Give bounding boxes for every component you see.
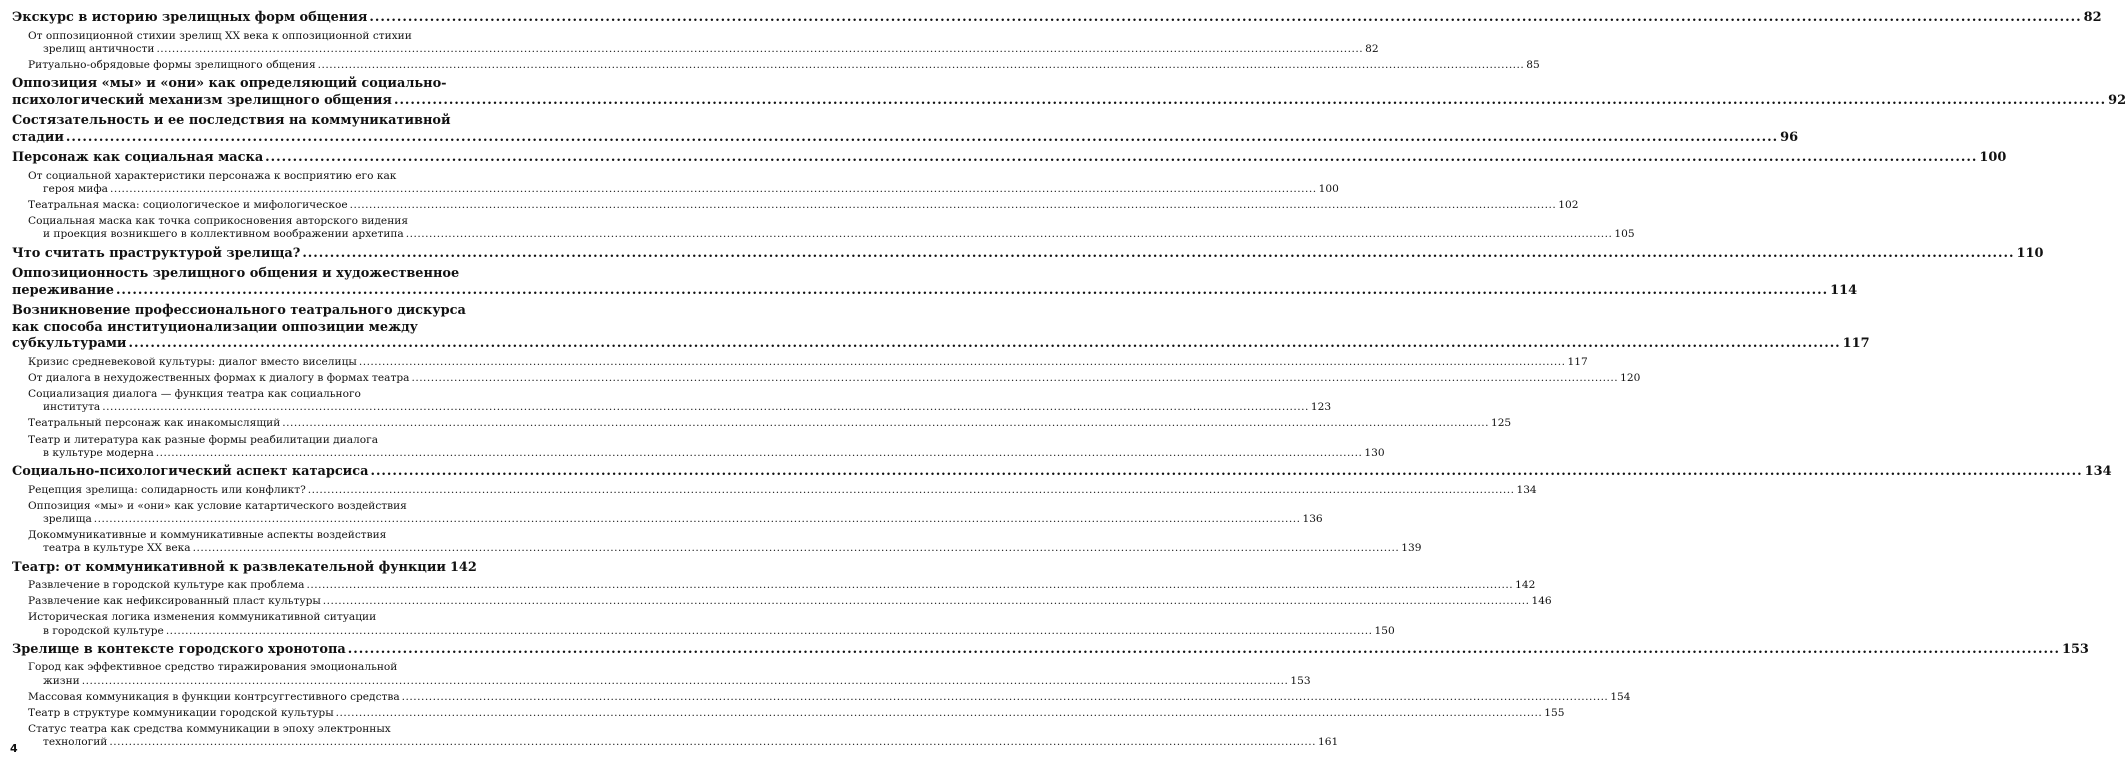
- toc-chapter-entry[interactable]: [12, 76, 2126, 109]
- toc-entry-title-line: Возникновение профессионального театрального дискурса: [12, 303, 466, 319]
- page-number: 4: [10, 742, 18, 755]
- toc-entry-title-line: От оппозиционной стихии зрелищ XX века к оппозиционной стихии: [28, 29, 412, 42]
- toc-entry-title-line: Театральный персонаж как инакомыслящий: [28, 417, 281, 430]
- toc-entry-title-line: технологий: [43, 736, 108, 749]
- dot-leader: [369, 10, 2081, 27]
- toc-section-entry[interactable]: [28, 371, 1641, 385]
- toc-entry-title-line: Социальная маска как точка соприкосновения авторского видения: [28, 215, 409, 228]
- toc-entry-title-line: Что считать праструктурой зрелища?: [12, 245, 301, 261]
- toc-chapter-entry[interactable]: [12, 303, 1870, 353]
- toc-page-number: 161: [1317, 736, 1339, 749]
- toc-entry-title-line: Театр в структуре коммуникации городской культуры: [28, 706, 334, 719]
- toc-section-entry[interactable]: [28, 499, 1323, 526]
- dot-leader: [94, 513, 1301, 526]
- toc-entry-title-line: зрелища: [43, 512, 92, 525]
- toc-entry-title-line: субкультурами: [12, 336, 127, 352]
- toc-section-entry[interactable]: [28, 529, 1422, 555]
- toc-page-number: 92: [2108, 92, 2126, 108]
- toc-entry-title-line: Развлечение в городской культуре как проблема: [28, 579, 305, 592]
- toc-chapter-entry[interactable]: [12, 641, 2089, 659]
- dot-leader: [102, 401, 1309, 414]
- toc-entry-title-line: героя мифа: [43, 182, 108, 195]
- toc-page-number: 136: [1302, 512, 1323, 525]
- toc-page-number: 102: [1558, 199, 1579, 212]
- toc-entry-title-line: Социализация диалога — функция театра как социального: [28, 388, 361, 401]
- toc-chapter-entry[interactable]: [12, 150, 2007, 167]
- dot-leader: [109, 736, 1316, 749]
- toc-entry-title-line: переживание: [12, 282, 114, 298]
- toc-section-entry[interactable]: [28, 723, 1339, 749]
- toc-entry-title-line: От социальной характеристики персонажа к восприятию его как: [28, 169, 397, 182]
- toc-chapter-entry[interactable]: [12, 113, 1799, 146]
- toc-page-number: 139: [1401, 542, 1422, 555]
- toc-page-number: 100: [1318, 182, 1339, 195]
- toc-page-number: 154: [1610, 690, 1631, 703]
- toc-entry-title-line: Ритуально-обрядовые формы зрелищного общения: [28, 58, 316, 71]
- toc-page-number: 96: [1780, 129, 1799, 145]
- toc-chapter-entry[interactable]: [12, 266, 1858, 299]
- toc-entry-title-line: института: [43, 401, 101, 414]
- dot-leader: [156, 447, 1363, 460]
- toc-entry-title-line: Развлечение как нефиксированный пласт культуры: [28, 595, 321, 608]
- toc-entry-title-line: Докоммуникативные и коммуникативные аспекты воздействия: [28, 529, 387, 542]
- toc-entry-title-line: Историческая логика изменения коммуникативной ситуации: [28, 611, 377, 624]
- toc-entry-title-line: Социально-психологический аспект катарсиса: [12, 464, 369, 480]
- dot-leader: [166, 625, 1373, 638]
- toc-page-number: 155: [1544, 706, 1565, 719]
- toc-section-entry[interactable]: [28, 215, 1635, 241]
- toc-section-entry[interactable]: [28, 595, 1552, 608]
- toc-page-number: 153: [2061, 641, 2089, 657]
- toc-entry-title-line: От диалога в нехудожественных формах к диалогу в формах театра: [28, 371, 410, 384]
- toc-section-entry[interactable]: [28, 355, 1588, 369]
- dot-leader: [359, 356, 1566, 369]
- dot-leader: [66, 130, 1778, 147]
- dot-leader: [308, 484, 1515, 497]
- toc-section-entry[interactable]: [28, 661, 1311, 687]
- toc-page-number: 134: [1516, 483, 1537, 496]
- dot-leader: [265, 150, 1977, 167]
- toc-chapter-entry[interactable]: [12, 245, 2044, 263]
- toc-entry-title-line: зрелищ античности: [43, 42, 155, 55]
- toc-entry-title-line: Город как эффективное средство тиражирования эмоциональной: [28, 661, 398, 674]
- toc-entry-title-line: Театральная маска: социологическое и мифологическое: [28, 199, 348, 212]
- dot-leader: [370, 464, 2082, 481]
- toc-page-number: 134: [2084, 464, 2112, 480]
- dot-leader: [411, 372, 1618, 385]
- toc-entry-title-line: театра в культуре XX века: [43, 542, 191, 555]
- toc-section-entry[interactable]: [28, 483, 1537, 497]
- dot-leader: [128, 336, 1840, 353]
- dot-leader: [282, 417, 1489, 430]
- toc-section-entry[interactable]: [28, 706, 1565, 720]
- toc-entry-title-line: в городской культуре: [43, 624, 164, 637]
- toc-section-entry[interactable]: [28, 579, 1536, 592]
- toc-page-number: 105: [1614, 228, 1635, 241]
- toc-page-number: 100: [1979, 150, 2007, 166]
- toc-entry-title-line: Театр: от коммуникативной к развлекательной функции: [12, 559, 446, 575]
- dot-leader: [402, 691, 1609, 704]
- toc-entry-title-line: Оппозиция «мы» и «они» как определяющий социально-: [12, 76, 447, 92]
- dot-leader: [336, 707, 1543, 720]
- toc-section-entry[interactable]: [28, 199, 1579, 212]
- toc-entry-title-line: стадии: [12, 129, 64, 145]
- dot-leader: [323, 595, 1530, 608]
- toc-page-number: 130: [1364, 446, 1385, 459]
- toc-page-number: 150: [1374, 624, 1395, 637]
- dot-leader: [348, 642, 2060, 659]
- toc-section-entry[interactable]: [28, 433, 1385, 460]
- dot-leader: [302, 246, 2014, 263]
- toc-page-number: 82: [2083, 10, 2102, 25]
- dot-leader: [318, 59, 1525, 72]
- dot-leader: [394, 93, 2106, 110]
- toc-section-entry[interactable]: [28, 58, 1540, 72]
- toc-entry-title-line: Состязательность и ее последствия на коммуникативной: [12, 113, 451, 129]
- dot-leader: [156, 43, 1363, 56]
- toc-section-entry[interactable]: [28, 611, 1395, 637]
- table-of-contents: [12, 6, 2126, 750]
- toc-entry-title-line: психологический механизм зрелищного общения: [12, 92, 392, 108]
- dot-leader: [110, 183, 1317, 196]
- toc-entry-title-line: как способа институционализации оппозиции между: [12, 319, 418, 335]
- dot-leader: [82, 675, 1289, 688]
- toc-page-number: 142: [1515, 579, 1536, 592]
- toc-page-number: 82: [1365, 42, 1379, 55]
- toc-page-number: 110: [2016, 245, 2044, 261]
- toc-page-number: 125: [1490, 417, 1512, 430]
- toc-page-number: 85: [1526, 58, 1540, 71]
- toc-page-number: 146: [1531, 595, 1552, 608]
- toc-entry-title-line: жизни: [43, 674, 80, 687]
- toc-entry-title-line: Оппозиционность зрелищного общения и художественное: [12, 266, 460, 282]
- toc-entry-title-line: Рецепция зрелища: солидарность или конфликт?: [28, 483, 306, 496]
- toc-entry-title-line: Театр и литература как разные формы реабилитации диалога: [28, 433, 379, 446]
- dot-leader: [116, 283, 1828, 300]
- dot-leader: [350, 199, 1557, 212]
- dot-leader: [306, 579, 1513, 592]
- toc-entry-title-line: Статус театра как средства коммуникации в эпоху электронных: [28, 723, 391, 736]
- toc-section-entry[interactable]: [28, 690, 1631, 704]
- toc-chapter-entry[interactable]: [12, 559, 477, 577]
- toc-page-number: 153: [1290, 674, 1311, 687]
- toc-chapter-entry[interactable]: [12, 10, 2102, 27]
- toc-page-number: 123: [1310, 401, 1332, 414]
- toc-entry-title-line: Экскурс в историю зрелищных форм общения: [12, 10, 368, 25]
- toc-entry-title-line: Массовая коммуникация в функции контрсуггестивного средства: [28, 690, 400, 703]
- dot-leader: [406, 228, 1613, 241]
- toc-entry-title-line: Персонаж как социальная маска: [12, 150, 264, 166]
- toc-section-entry[interactable]: [28, 388, 1332, 414]
- dot-leader: [193, 542, 1400, 555]
- toc-entry-title-line: Зрелище в контексте городского хронотопа: [12, 641, 346, 657]
- toc-page-number: 117: [1842, 336, 1870, 352]
- toc-page-number: 117: [1567, 355, 1588, 368]
- toc-entry-title-line: Оппозиция «мы» и «они» как условие катартического воздействия: [28, 499, 407, 512]
- toc-page-number: 114: [1830, 282, 1858, 298]
- toc-chapter-entry[interactable]: [12, 464, 2112, 481]
- toc-section-entry[interactable]: [28, 29, 1379, 56]
- toc-page-number: 142: [449, 559, 477, 575]
- toc-section-entry[interactable]: [28, 417, 1512, 430]
- toc-section-entry[interactable]: [28, 169, 1339, 196]
- toc-entry-title-line: и проекция возникшего в коллективном воображении архетипа: [43, 228, 404, 241]
- toc-page-number: 120: [1620, 371, 1641, 384]
- toc-entry-title-line: Кризис средневековой культуры: диалог вместо виселицы: [28, 355, 357, 368]
- toc-entry-title-line: в культуре модерна: [43, 446, 154, 459]
